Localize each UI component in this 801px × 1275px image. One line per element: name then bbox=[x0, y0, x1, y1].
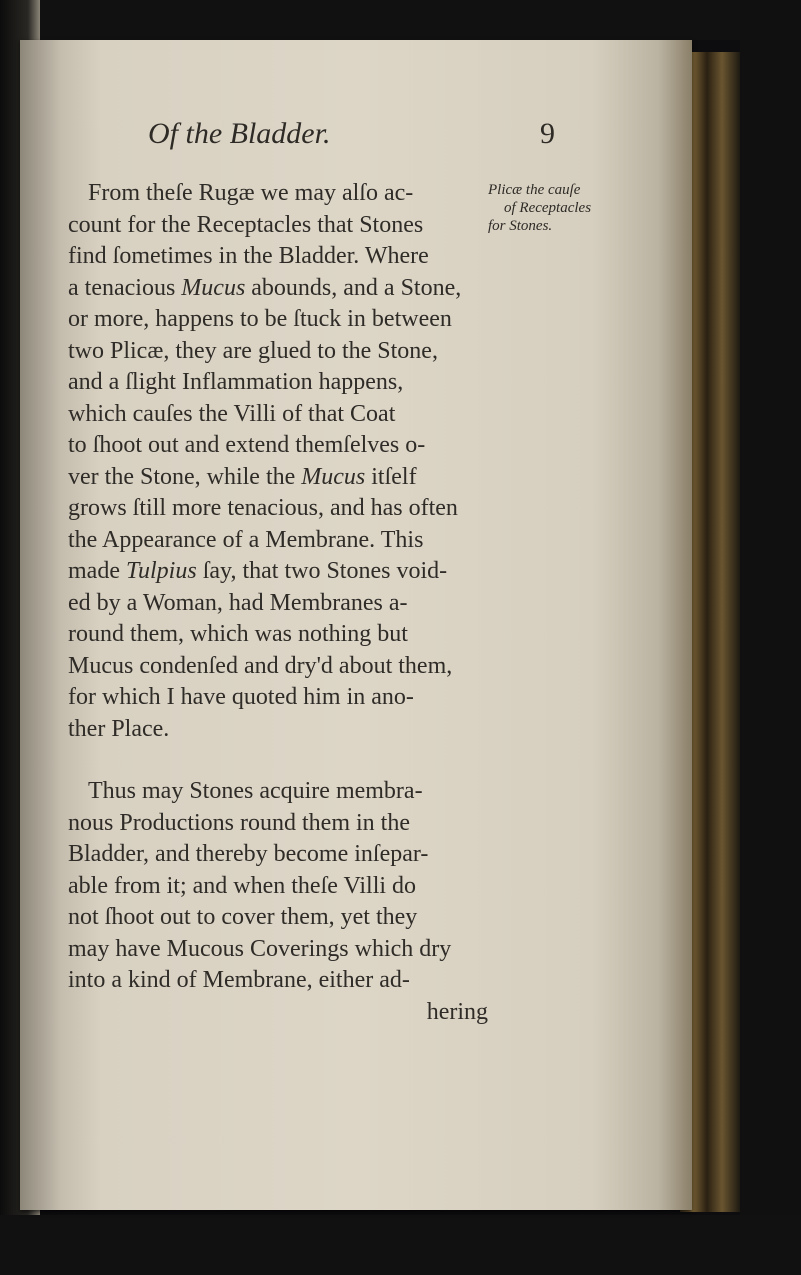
margin-note-line: Plicæ the cauſe bbox=[488, 182, 581, 198]
text-line: a tenacious Mucus abounds, and a Stone, bbox=[68, 274, 462, 301]
text-line: and a ſlight Inflammation happens, bbox=[68, 369, 404, 395]
page-number: 9 bbox=[540, 117, 555, 150]
margin-note-line: of Receptacles bbox=[504, 200, 592, 216]
text-line: made Tulpius ſay, that two Stones void- bbox=[68, 558, 448, 584]
text-line: to ſhoot out and extend themſelves o- bbox=[68, 432, 426, 458]
margin-note-line: for Stones. bbox=[488, 218, 553, 234]
text-line: two Plicæ, they are glued to the Stone, bbox=[68, 337, 438, 364]
background-right bbox=[740, 0, 801, 1275]
text-line: not ſhoot out to cover them, yet they bbox=[68, 904, 418, 930]
text-line: nous Productions round them in the bbox=[68, 809, 410, 836]
text-line: or more, happens to be ſtuck in between bbox=[68, 306, 452, 332]
background-bottom bbox=[0, 1215, 801, 1275]
text-line: for which I have quoted him in ano- bbox=[68, 684, 414, 710]
catchword: hering bbox=[426, 998, 488, 1025]
text-line: From theſe Rugæ we may alſo ac- bbox=[88, 180, 414, 206]
text-line: which cauſes the Villi of that Coat bbox=[68, 400, 396, 427]
paragraph-gap bbox=[68, 745, 498, 776]
text-line: Mucus condenſed and dry'd about them, bbox=[68, 652, 453, 679]
background-top bbox=[0, 0, 801, 40]
text-line: able from it; and when theſe Villi do bbox=[68, 872, 417, 899]
text-line: ver the Stone, while the Mucus itſelf bbox=[68, 463, 417, 490]
text-line: count for the Receptacles that Stones bbox=[68, 211, 424, 238]
margin-note bbox=[488, 181, 678, 235]
text-line: ed by a Woman, had Membranes a- bbox=[68, 589, 408, 616]
running-head-title: Of the Bladder. bbox=[148, 117, 331, 150]
body-text bbox=[68, 178, 498, 1028]
text-line: ther Place. bbox=[68, 715, 170, 742]
text-line: round them, which was nothing but bbox=[68, 621, 408, 647]
text-line: Bladder, and thereby become inſepar- bbox=[68, 841, 429, 867]
text-line: may have Mucous Coverings which dry bbox=[68, 935, 452, 962]
text-line: into a kind of Membrane, either ad- bbox=[68, 967, 410, 993]
text-line: find ſometimes in the Bladder. Where bbox=[68, 243, 429, 269]
text-line: the Appearance of a Membrane. This bbox=[68, 526, 424, 553]
text-line: grows ſtill more tenacious, and has often bbox=[68, 495, 458, 521]
text-line: Thus may Stones acquire membra- bbox=[88, 778, 423, 804]
